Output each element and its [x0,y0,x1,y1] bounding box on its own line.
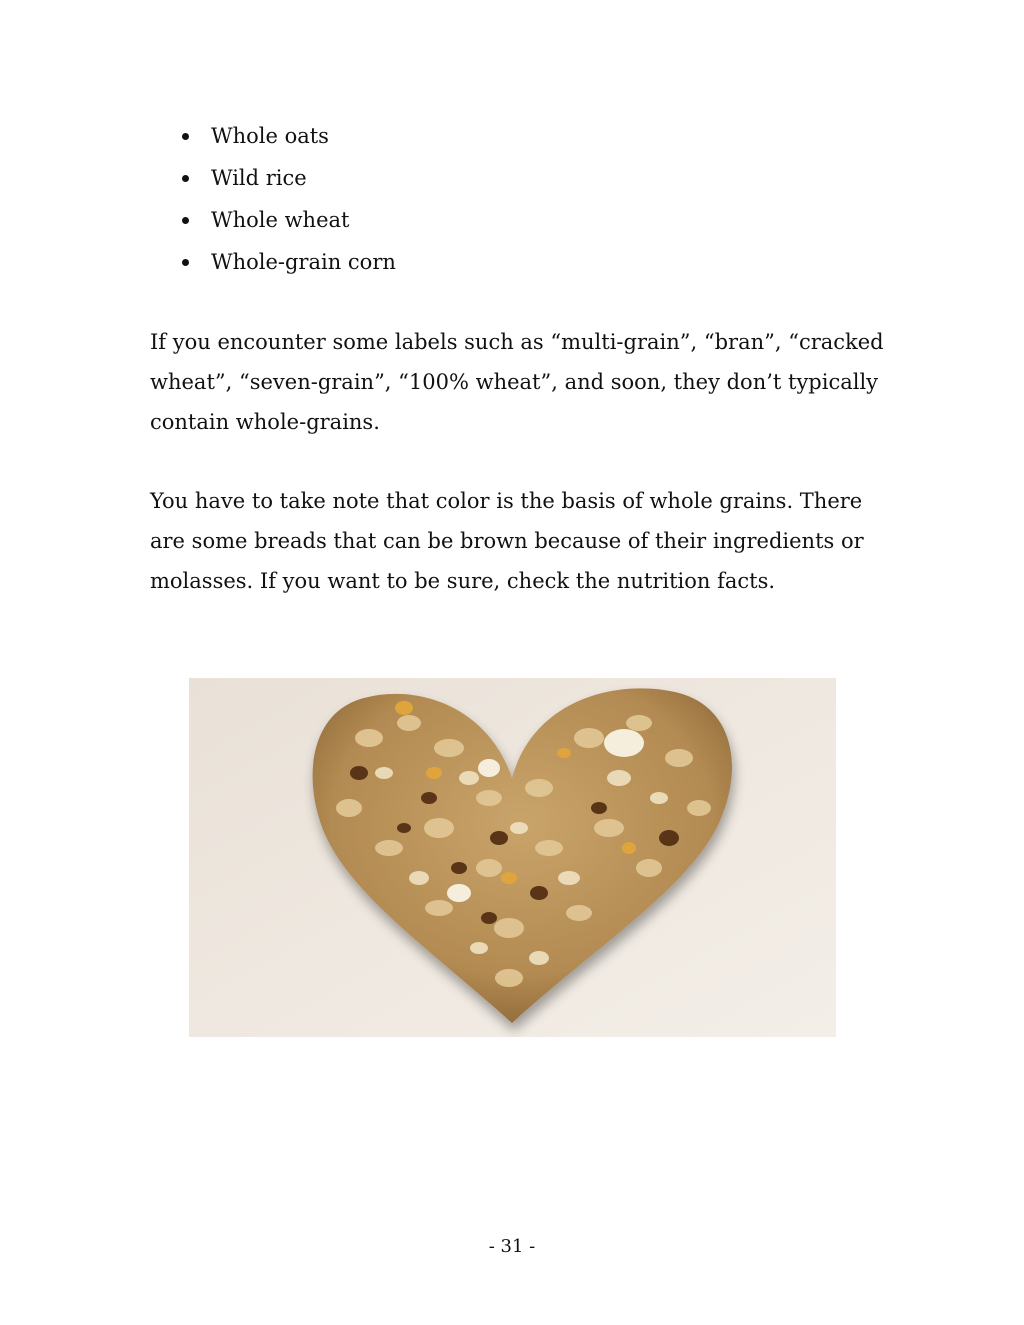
bullet-icon [182,217,189,224]
labels-paragraph: If you encounter some labels such as “multi-grain”, “bran”, “cracked wheat”, “seven-grain”, “100% wheat”, and soon, they don’t typically contain whole-grains. [150,330,884,434]
bullet-icon [182,175,189,182]
list-item-text: Whole wheat [211,208,350,232]
list-item [150,118,396,160]
bullet-icon [182,259,189,266]
bullet-icon [182,133,189,140]
color-paragraph: You have to take note that color is the basis of whole grains. There are some breads that can be brown because of their ingredients or molasses. If you want to be sure, check the nutrition facts. [150,489,864,593]
list-item-text: Whole-grain corn [211,250,396,274]
list-item-text: Wild rice [211,166,307,190]
list-item [150,244,396,286]
list-item-text: Whole oats [211,124,329,148]
granola-heart-image [189,678,836,1037]
list-item [150,202,396,244]
page-number: - 31 - [488,1236,536,1257]
whole-grain-list [150,118,396,286]
list-item [150,160,396,202]
